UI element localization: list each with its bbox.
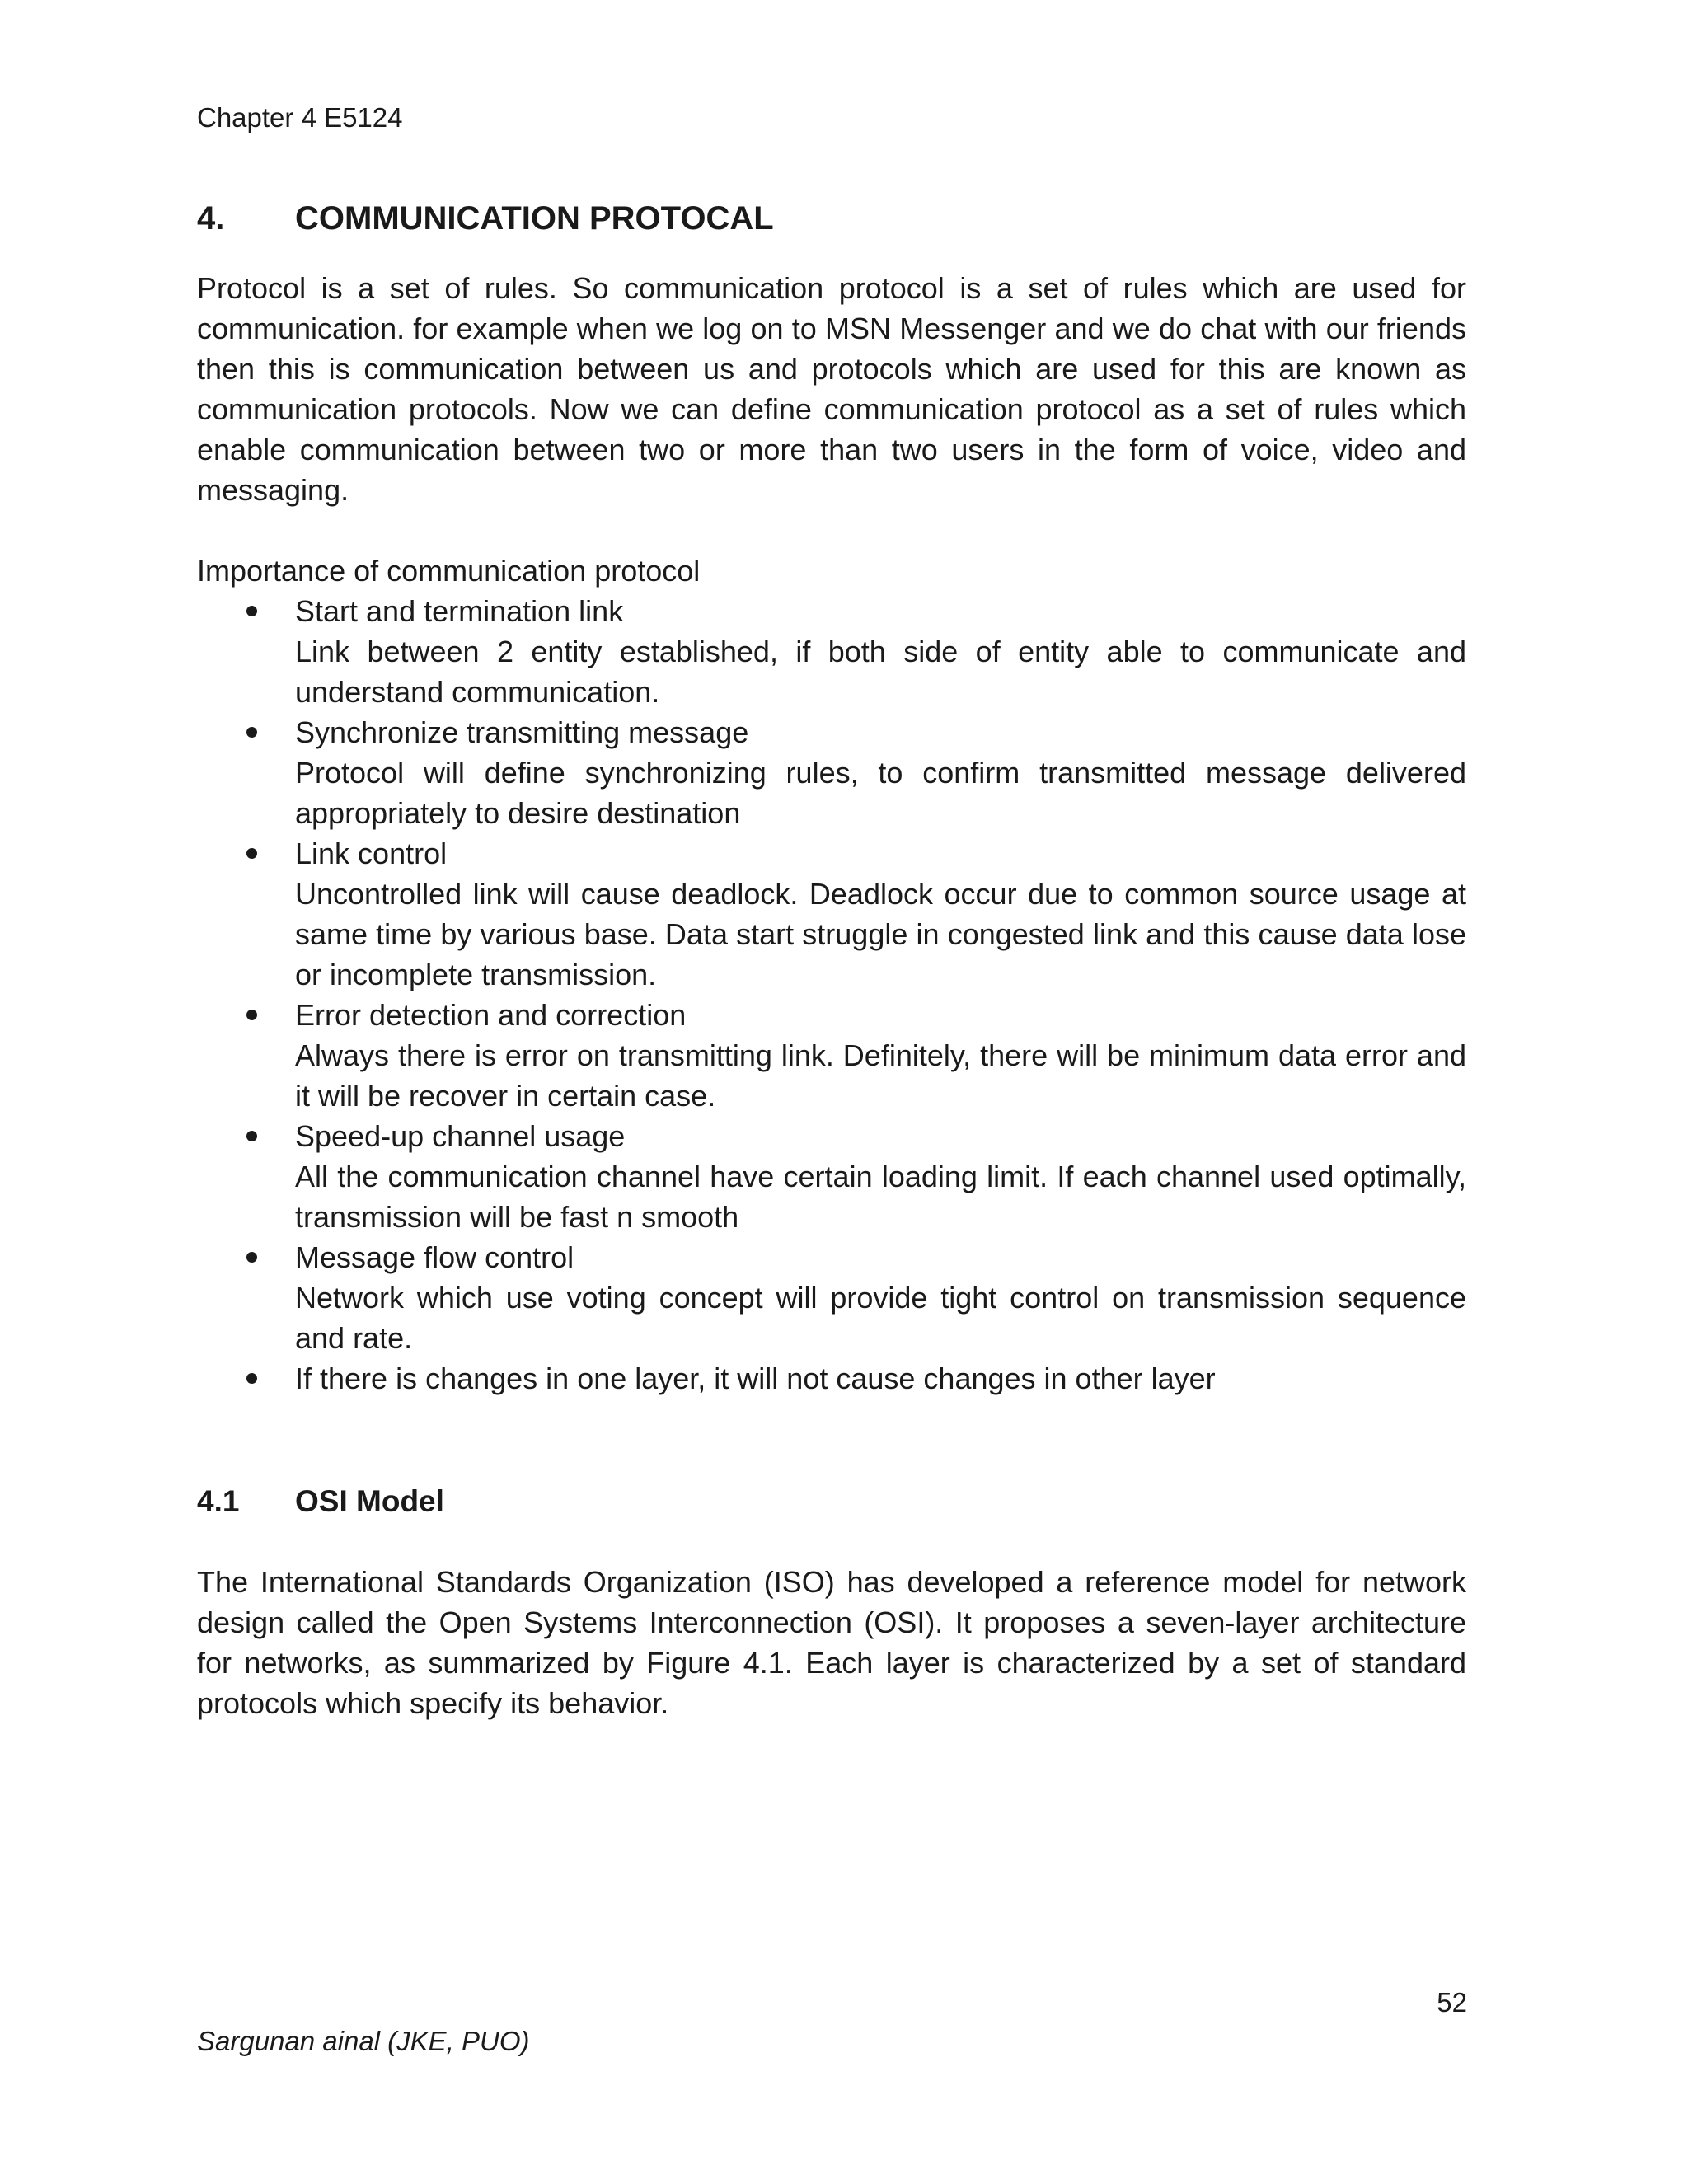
bullet-icon — [246, 1010, 257, 1020]
list-item-title: Link control — [295, 837, 448, 870]
importance-list — [197, 591, 1466, 1399]
subsection-heading — [197, 1481, 1466, 1521]
bullet-icon — [246, 727, 257, 738]
list-item-description: Protocol will define synchronizing rules, to confirm transmitted message delivered appropriately to desire destination — [295, 756, 1466, 830]
list-item — [197, 1358, 1466, 1399]
list-item-description: Network which use voting concept will provide tight control on transmission sequence and rate. — [295, 1281, 1466, 1355]
footer-author: Sargunan ainal (JKE, PUO) — [197, 2026, 530, 2056]
bullet-icon — [246, 848, 257, 859]
subsection-number: 4.1 — [197, 1484, 240, 1518]
intro-paragraph: Protocol is a set of rules. So communication protocol is a set of rules which are used for communication. for example when we log on to MSN Messenger and we do chat with our friends then this is communication between us and protocols which are used for this are known as communication protocols. Now we can define communication protocol as a set of rules which enable communication between two or more than two users in the form of voice, video and messaging. — [197, 271, 1466, 507]
list-item-description: Link between 2 entity established, if both side of entity able to communicate and understand communication. — [295, 635, 1466, 709]
list-item — [197, 833, 1466, 995]
list-item-title: Message flow control — [295, 1240, 574, 1274]
subsection-title: OSI Model — [295, 1484, 444, 1518]
bullet-icon — [246, 1252, 257, 1263]
list-item-description: All the communication channel have certain loading limit. If each channel used optimally, transmission will be fast n smooth — [295, 1160, 1466, 1234]
list-item-title: Synchronize transmitting message — [295, 715, 749, 749]
bullet-icon — [246, 1131, 257, 1141]
list-item-description: Uncontrolled link will cause deadlock. Deadlock occur due to common source usage at same time by various base. Data start struggle in congested link and this cause data lose or incomplete transmission. — [295, 877, 1466, 991]
section-heading — [197, 194, 1466, 243]
list-item-description: Always there is error on transmitting link. Definitely, there will be minimum data error and it will be recover in certain case. — [295, 1038, 1466, 1113]
list-item — [197, 591, 1466, 712]
page-content — [197, 194, 1466, 1723]
importance-list-title: Importance of communication protocol — [197, 554, 701, 588]
list-item-title: Start and termination link — [295, 594, 624, 628]
page-header: Chapter 4 E5124 — [197, 102, 403, 133]
list-item — [197, 1116, 1466, 1237]
bullet-icon — [246, 1373, 257, 1384]
list-item — [197, 1237, 1466, 1358]
list-item-title: If there is changes in one layer, it will not cause changes in other layer — [295, 1361, 1216, 1395]
section-title: COMMUNICATION PROTOCAL — [295, 200, 774, 237]
osi-paragraph: The International Standards Organization (ISO) has developed a reference model for network design called the Open Systems Interconnection (OSI). It proposes a seven-layer architecture for networks, as summarized by Figure 4.1. Each layer is characterized by a set of standard protocols which specify its behavior. — [197, 1565, 1466, 1720]
list-item — [197, 712, 1466, 833]
list-item-title: Speed-up channel usage — [295, 1119, 626, 1153]
list-item-title: Error detection and correction — [295, 998, 687, 1032]
list-item — [197, 995, 1466, 1116]
page-number: 52 — [1437, 1987, 1467, 2018]
section-number: 4. — [197, 200, 225, 237]
bullet-icon — [246, 606, 257, 616]
